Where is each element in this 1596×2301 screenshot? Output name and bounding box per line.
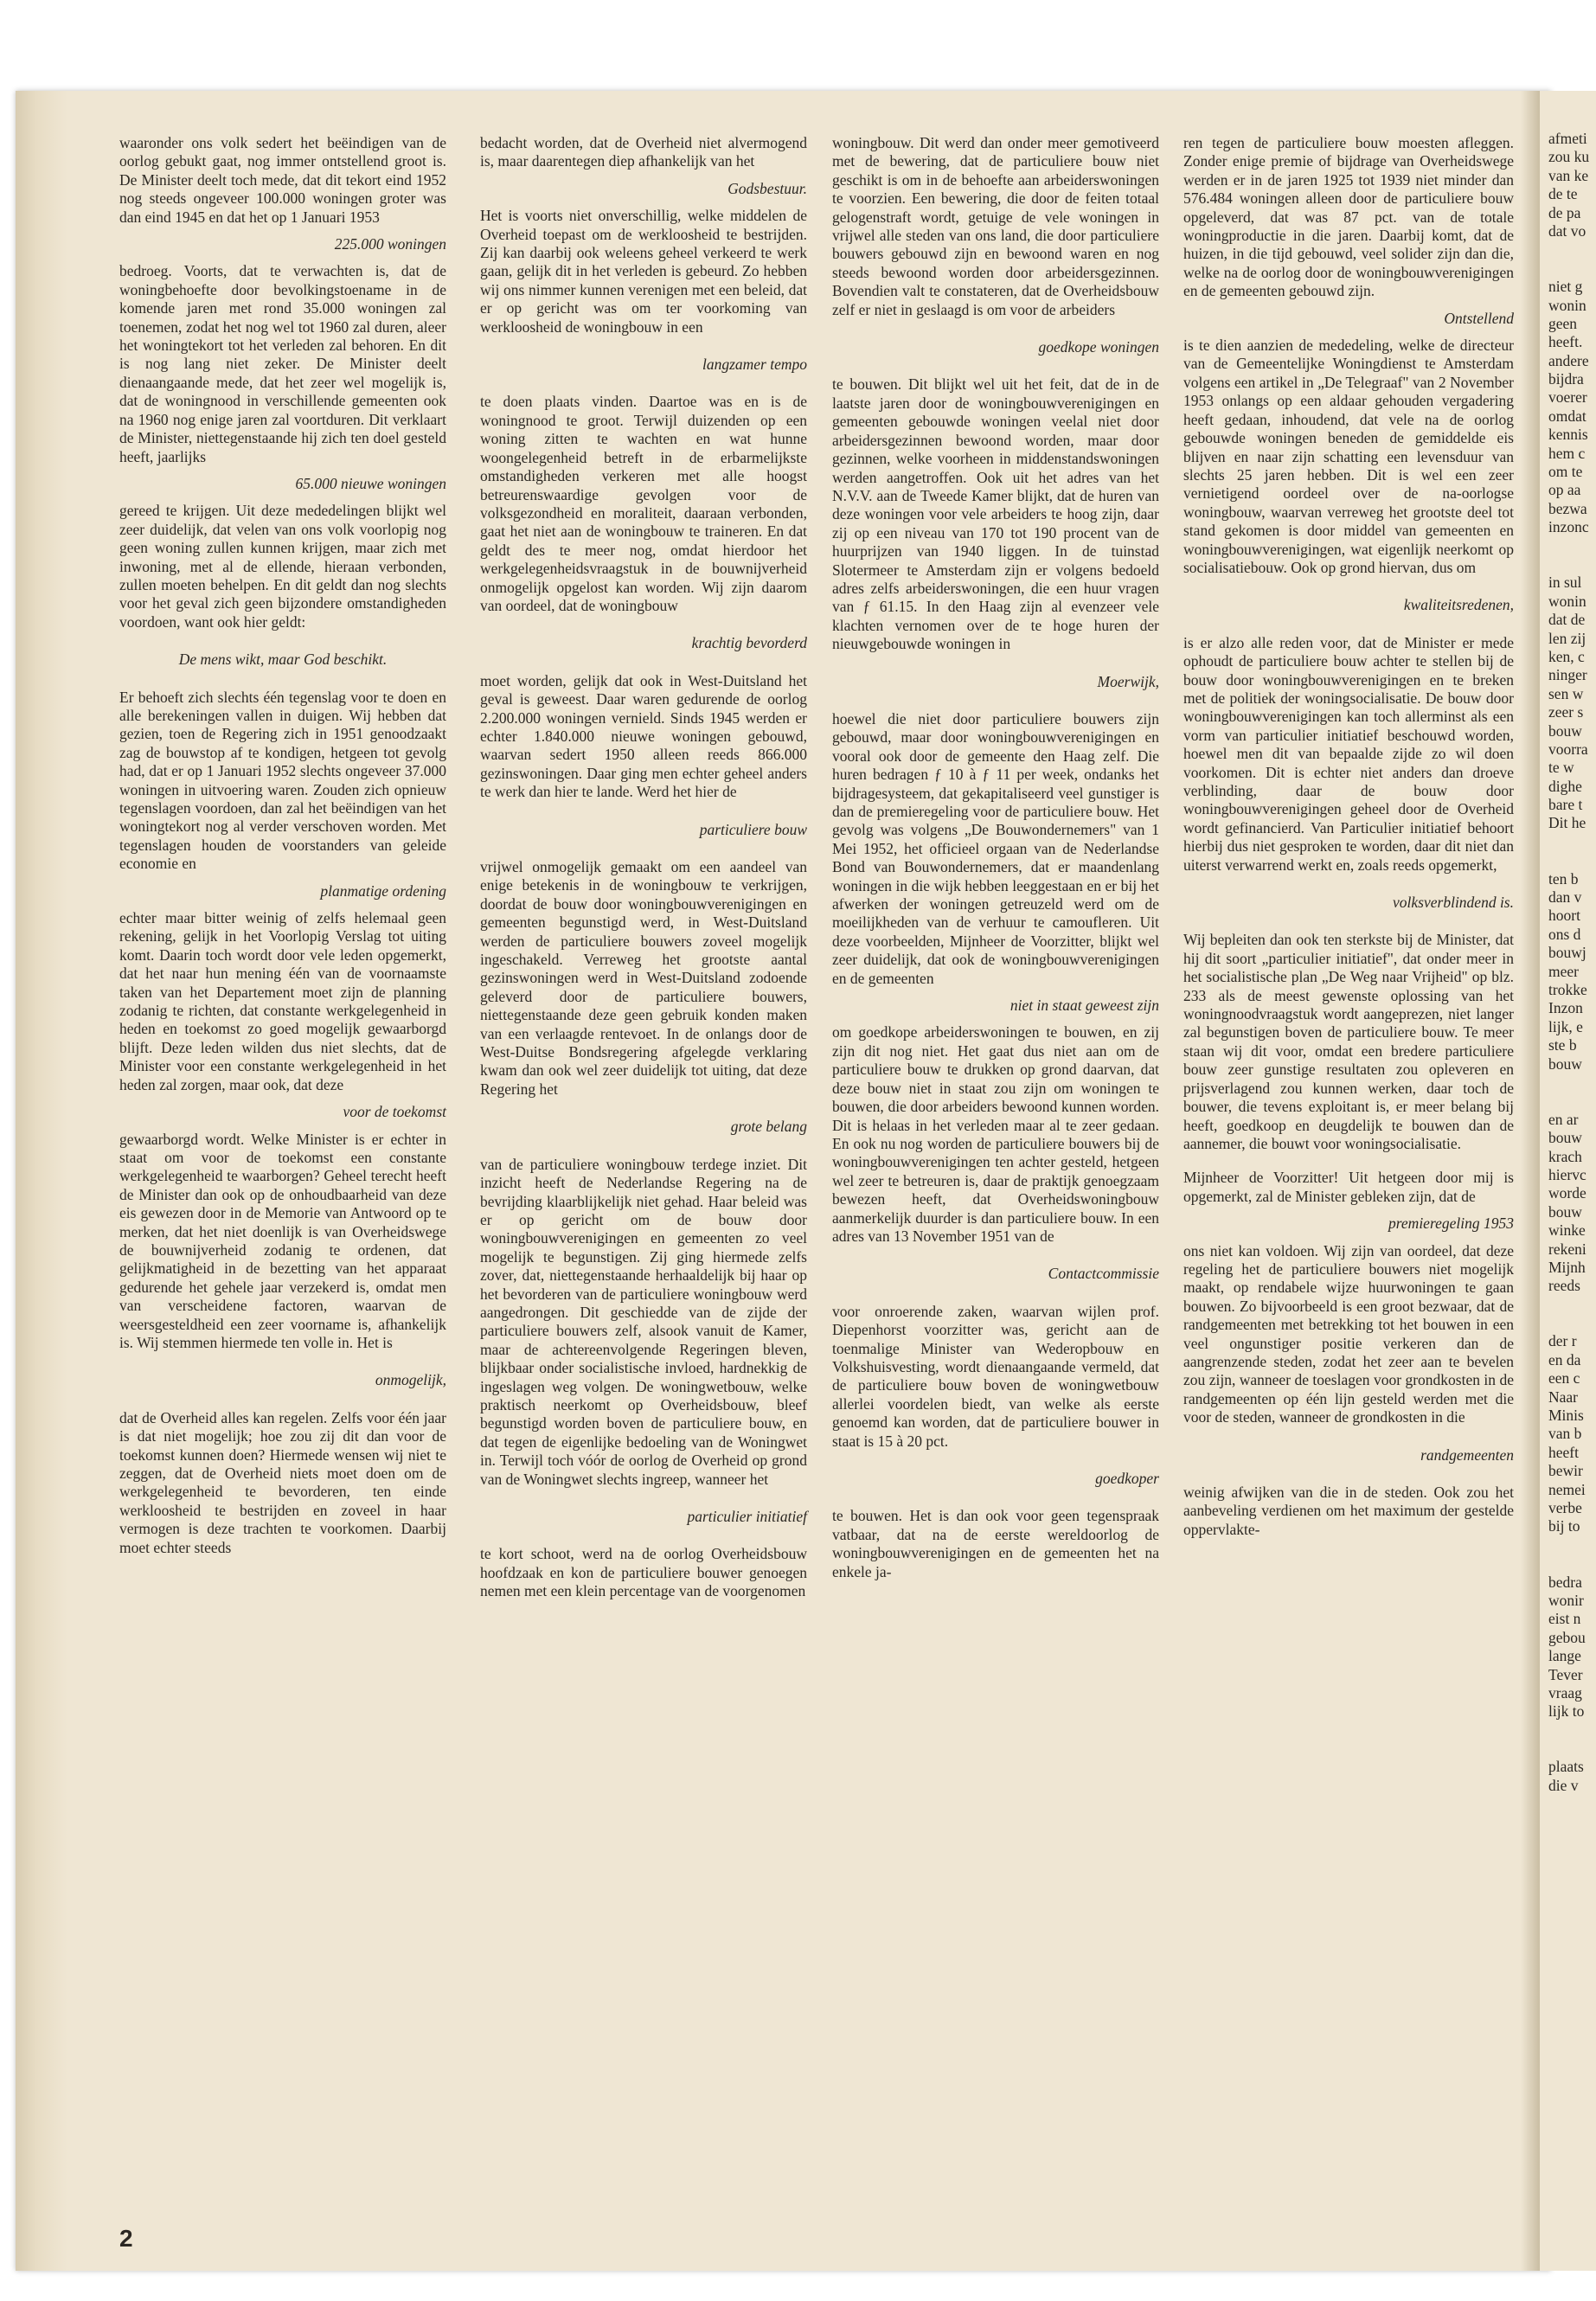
text-column-2 [480,134,807,1601]
paragraph: moet worden, gelijk dat ook in West-Duitsland het geval is geweest. Daar waren gedurende de oorlog 2.200.000 woningen vernield. Sinds 1945 werden er echter 1.840.000 nieuwe woningen gebouwd, waarvan sedert 1950 alleen reeds 866.000 gezinswoningen. Daar ging men echter geheel anders te werk dan hier te lande. Werd het hier de [480,671,807,801]
text-fragment: en da [1548,1350,1581,1368]
subheading: krachtig bevorderd [691,634,807,652]
text-fragment: bare t [1548,796,1583,814]
text-column-1 [119,134,446,1557]
text-fragment: de te [1548,185,1578,203]
paragraph: Er behoeft zich slechts één tegenslag voor te doen en alle berekeningen vallen in duigen. Wij hebben dat gezien, toen de Regering zich in 1951 genoodzaakt zag de bouwstop af te kondigen, hetgeen tot gevolg had, dat er op 1 Januari 1952 slechts ongeveer 37.000 woningen in uitvoering waren. Zouden zich opnieuw tegenslagen voordoen, dan zal het beëindigen van het woningtekort nog al verder verschoven worden. Met tegenslagen houden de voorstanders van geleide economie en [119,688,446,873]
text-fragment: zeer s [1548,703,1584,721]
paragraph: te bouwen. Dit blijkt wel uit het feit, dat de in de laatste jaren door de woningbouwverenigingen en gemeenten gebouwde woningen veelal niet door arbeidersgezinnen bewoond worden, maar door gezinnen, welke voorheen in middenstandswoningen werden aangetroffen. Ook uit het adres van het N.V.V. aan de Tweede Kamer blijkt, dat de huren van deze woningen voor vele arbeiders te hoog zijn, daar zij op een niveau van 170 tot 190 procent van de huurprijzen van 1940 liggen. In de tuinstad Slotermeer te Amsterdam zijn er volgens bedoeld adres zelfs arbeiderswoningen, die een huur vragen van ƒ 61.15. In den Haag zijn al evenzeer vele klachten vernomen over de te hoge huren der nieuwgebouwde woningen in [832,375,1159,653]
paragraph: ons niet kan voldoen. Wij zijn van oordeel, dat deze regeling het de particuliere bouwers niet mogelijk maakt, op rendabele wijze huurwoningen te gaan bouwen. Zo bijvoorbeeld is een groot bezwaar, dat de randgemeenten met betrekking tot het bouwen in een veel ongunstiger positie verkeren dan de aangrenzende steden, zodat het zeer aan te bevelen zou zijn, wanneer de toeslagen voor grondkosten in de randgemeenten op één lijn gesteld werden met die voor de steden, wanneer de grondkosten in die [1183,1241,1514,1426]
text-fragment [1548,833,1596,870]
text-fragment [1548,240,1596,278]
text-fragment: wonin [1548,592,1586,610]
text-fragment: op aa [1548,481,1581,499]
text-fragment: inzonc [1548,518,1589,536]
text-fragment: vraag [1548,1683,1582,1702]
subheading: 225.000 woningen [334,235,446,253]
paragraph: gereed te krijgen. Uit deze mededelingen blijkt wel zeer duidelijk, dat velen van ons volk voorlopig nog geen woning zullen kunnen krijgen, maar zich met inwoning, met al de ellende, hieraan verbonden, zullen moeten behelpen. En dit geldt dan nog slechts voor het geval zich geen bijzondere omstandigheden voordoen, want ook hier geldt: [119,502,446,631]
text-fragment: ons d [1548,925,1581,943]
text-fragment: hem c [1548,444,1586,462]
text-fragment: heeft [1548,1443,1579,1461]
text-fragment: bouw [1548,1054,1582,1073]
subheading: voor de toekomst [343,1103,446,1121]
subheading: 65.000 nieuwe woningen [295,474,446,492]
text-fragment: dighe [1548,777,1582,795]
text-fragment: Tever [1548,1665,1583,1683]
text-fragment: rekeni [1548,1240,1586,1258]
paragraph: dat de Overheid alles kan regelen. Zelfs voor één jaar is dat niet mogelijk; hoe zou zij dit dan voor de toekomst kunnen doen? Hiermede wensen wij niet te zeggen, dat de Overheid niets moet doen om de werkgelegenheid te bevorderen, ten einde werkloosheid te bestrijden en zoveel in haar vermogen is deze trachten te voorkomen. Daarbij moet echter steeds [119,1408,446,1556]
next-page-text-fragments [1548,130,1596,1795]
text-fragment: lange [1548,1647,1581,1665]
subheading: randgemeenten [1420,1445,1514,1464]
paragraph: van de particuliere woningbouw terdege inziet. Dit inzicht heeft de Nederlandse Regering na de bevrijding klaarblijkelijk niet gehad. Haar beleid was er op gericht om de bouw door woningbouwverenigingen en gemeenten zo veel mogelijk te begunstigen. Zij ging hiermede zelfs zover, dat, niettegenstaande herhaaldelijk bij haar op het bevorderen van de particuliere woningbouw werd aangedrongen. Dit geschiedde van de zijde der particuliere bouwers zelf, alsook vanuit de Kamer, maar de achtereenvolgende Regeringen bleven, blijkbaar onder socialistische invloed, hardnekkig de ingeslagen weg volgen. De woningwetbouw, welke praktisch neerkomt op Overheidsbouw, bleef begunstigd worden boven de particuliere bouw, en dat tegen de eigenlijke bedoeling van de Woningwet in. Terwijl toch vóór de oorlog de Overheid op grond van de Woningwet slechts ingreep, wanneer het [480,1155,807,1488]
text-fragment: ken, c [1548,647,1585,665]
text-fragment [1548,1296,1596,1333]
text-fragment: bijdra [1548,370,1584,388]
text-fragment: plaats [1548,1758,1584,1776]
text-fragment: heeft. [1548,333,1583,351]
text-fragment: voerer [1548,388,1587,407]
text-fragment: lijk, e [1548,1017,1583,1035]
text-fragment: andere [1548,351,1589,369]
book-spine-edge [16,91,67,2271]
text-fragment: verbe [1548,1498,1582,1516]
text-fragment: de pa [1548,203,1581,221]
text-fragment: van b [1548,1425,1582,1443]
subheading: niet in staat geweest zijn [1010,997,1159,1015]
text-fragment: omdat [1548,407,1586,425]
text-fragment: bij to [1548,1517,1580,1535]
text-fragment: meer [1548,962,1579,980]
paragraph: te bouwen. Het is dan ook voor geen tegenspraak vatbaar, dat na de eerste wereldoorlog de woningbouwverenigingen en de gemeenten het na enkele ja- [832,1507,1159,1580]
subheading: Ontstellend [1444,309,1514,327]
text-fragment: ninger [1548,666,1587,684]
subheading: Contactcommissie [1048,1265,1159,1283]
text-fragment: bouw [1548,1129,1582,1147]
text-fragment: van ke [1548,166,1589,184]
paragraph: ren tegen de particuliere bouw moesten afleggen. Zonder enige premie of bijdrage van Overheidswege werden er in de jaren 1925 tot 1939 niet minder dan 576.484 woningen alleen door de particuliere bouw opgeleverd, dat was 87 pct. van de totale woningproductie in die jaren. Daarbij komt, dat de huizen, in die tijd gebouwd, veel solider zijn dan die, welke na de oorlog door de woningbouwverenigingen en de gemeenten gebouwd zijn. [1183,134,1514,300]
subheading: particulier initiatief [687,1508,807,1525]
text-fragment: ste b [1548,1036,1577,1054]
paragraph: vrijwel onmogelijk gemaakt om een aandeel van enige betekenis in de woningbouw te verkrijgen, doordat de bouw door woningbouwverenigingen en gemeenten begunstigd werd, in West-Duitsland werden de particuliere bouwers zoveel mogelijk ingeschakeld. Verreweg het grootste aantal gezinswoningen werd in West-Duitsland zodoende geleverd door de particuliere bouwers, niettegenstaande deze geen gebruik konden maken van een verlaagde rentevoet. In de onlangs door de West-Duitse Bondsregering afgelegde verklaring kwam dan ook wel zeer duidelijk tot uiting, dat deze Regering het [480,858,807,1098]
subheading: goedkope woningen [1038,338,1159,356]
text-column-4 [1183,134,1514,1539]
text-fragment: len zij [1548,629,1586,647]
text-fragment: dat de [1548,611,1586,629]
text-fragment: die v [1548,1776,1579,1794]
text-fragment: bezwa [1548,499,1587,517]
subheading: kwaliteitsredenen, [1403,596,1514,614]
text-fragment: trokke [1548,981,1587,999]
text-fragment: voorra [1548,740,1588,758]
text-fragment: geen [1548,314,1578,332]
paragraph: bedroeg. Voorts, dat te verwachten is, dat de woningbehoefte door bevolkingstoename in de komende jaren met rond 35.000 woningen zal toenemen, zodat het nog wel tot 1960 zal duren, aleer het woningtekort tot het verleden zal behoren. En dit is nog lang niet zeker. De Minister deelt dienaangaande mede, dat het zeer wel mogelijk is, dat de woningnood in verschillende gemeenten ook na 1960 nog enige jaren zal voortduren. Dit verklaart de Minister, niettegenstaande hij zich ten doel gesteld heeft, jaarlijks [119,262,446,465]
paragraph: is te dien aanzien de mededeling, welke de directeur van de Gemeentelijke Woningdienst te Amsterdam volgens een artikel in „De Telegraaf" van 2 November 1953 onlangs op een aldaar gehouden vergadering heeft gedaan, inhoudend, dat vele na de oorlog gebouwde woningen beneden de gemiddelde eis blijven en naar zijn schatting een levensduur van slechts 25 jaren hebben. Dit is wel een zeer vernietigend oordeel over de na-oorlogse woningbouw, waarvan verreweg het grootste deel tot stand gekomen is door middel van gemeenten en woningbouwverenigingen, wat eigenlijk neerkomt op socialisatiebouw. Ook op grond hiervan, dus om [1183,336,1514,576]
text-fragment [1548,537,1596,574]
text-fragment: hiervc [1548,1165,1586,1183]
paragraph: Mijnheer de Voorzitter! Uit hetgeen door mij is opgemerkt, zal de Minister gebleken zijn, dat de [1183,1169,1514,1205]
subheading: planmatige ordening [320,881,446,900]
text-fragment: afmeti [1548,130,1587,147]
paragraph: bedacht worden, dat de Overheid niet alvermogend is, maar daarentegen diep afhankelijk van het [480,134,807,170]
text-fragment [1548,1721,1596,1759]
text-fragment: Dit he [1548,814,1586,832]
paragraph: Wij bepleiten dan ook ten sterkste bij de Minister, dat hij dit soort „particulier initiatief", dat onder meer in het socialistische plan „De Weg naar Vrijheid" op blz. 233 als de meest gewenste oplossing van het woningnoodvraagstuk wordt aangeprezen, niet langer zal begunstigen boven de particuliere bouw. Te meer staan wij dit voor, omdat een bredere particuliere bouw zeer gunstige resultaten zou opleveren en prijsverlagend zou kunnen werken, daar toch de bouwer, die tevens exploitant is, er meer belang bij heeft, goedkoop en deugdelijk te bouwen dan de aannemer, die bouwt voor woningsocialisatie. [1183,931,1514,1152]
text-fragment: een c [1548,1369,1580,1388]
subheading: goedkoper [1095,1470,1159,1487]
text-fragment: der r [1548,1332,1577,1350]
text-fragment: Inzon [1548,999,1583,1017]
paragraph: Het is voorts niet onverschillig, welke middelen de Overheid toepast om de werkloosheid te bestrijden. Zij kan daarbij ook weleens geheel verkeerd te werk gaan, gelijk dit in het verleden is gebeurd. Zo hebben wij ons nimmer kunnen verenigen met een beleid, dat er op gericht was om ter voorkoming van werkloosheid de woningbouw in een [480,207,807,336]
text-fragment: wonir [1548,1591,1584,1609]
text-fragment: in sul [1548,574,1582,592]
text-fragment: bedra [1548,1573,1582,1591]
subheading: Moerwijk, [1097,672,1159,690]
text-fragment: kennis [1548,426,1588,444]
text-fragment: dan v [1548,888,1582,907]
text-fragment: krach [1548,1147,1582,1165]
paragraph: echter maar bitter weinig of zelfs helemaal geen rekening, gelijk in het Voorlopig Verslag tot uiting komt. Daarin toch wordt door vele leden opgemerkt, dat het naar hun mening één van de voornaamste taken van het Departement moet zijn de planning zodanig te richten, dat constante werkgelegenheid in heden en toekomst zo goed mogelijk gewaarborgd blijft. Deze leden wilden dus niet slechts, dat de Minister voor een constante werkgelegenheid in het heden zal zorgen, maar ook, dat deze [119,909,446,1093]
text-column-3 [832,134,1159,1581]
page-number: 2 [119,2225,133,2252]
subheading: langzamer tempo [702,356,807,374]
text-fragment: en ar [1548,1110,1579,1128]
paragraph: voor onroerende zaken, waarvan wijlen prof. Diepenhorst voorzitter was, gericht aan de toenmalige Minister van Wederopbouw en Volkshuisvesting, wordt dienaangaande vermeld, dat de particuliere bouw boven de woningwetbouw allerlei voordelen biedt, van welke als eerste genoemd kan worden, dat de particuliere bouwer in staat is 15 à 20 pct. [832,1302,1159,1450]
text-fragment: sen w [1548,684,1584,702]
subheading: De mens wikt, maar God beschikt. [178,651,388,669]
text-fragment: worde [1548,1184,1586,1202]
text-fragment: Minis [1548,1407,1584,1425]
subheading: premieregeling 1953 [1388,1215,1514,1233]
text-fragment: bouw [1548,1202,1582,1221]
paragraph: weinig afwijken van die in de steden. Ook zou het aanbeveling verdienen om het maximum der gestelde oppervlakte- [1183,1484,1514,1538]
paragraph: te doen plaats vinden. Daartoe was en is de woningnood te groot. Terwijl duizenden op een woning zitten te wachten en wat hunne woongelegenheid betreft in de erbarmelijkste omstandigheden verkeren met alle hoogst betreurenswaardige gevolgen voor de volksgezondheid en moraliteit, daaraan verbonden, gaat het niet aan de woningbouw te traineren. En dat geldt des te meer nog, omdat hierdoor het werkgelegenheidsvraagstuk in de bouwnijverheid onmogelijk opgelost kan worden. Wij zijn daarom van oordeel, dat de woningbouw [480,393,807,614]
paragraph: hoewel die niet door particuliere bouwers zijn gebouwd, maar door woningbouwverenigingen en vooral ook door de gemeente den Haag zelf. Die huren bedragen ƒ 10 à ƒ 11 per week, ondanks het bijdragesysteem, dat gekapitaliseerd veel gunstiger is dan de premieregeling voor de particuliere bouw. Het gevolg was volgens „De Bouwondernemers" van 1 Mei 1952, het officieel orgaan van de Nederlandse Bond van Bouwondernemers, dat er maandenlang woningen in die wijk hebben leeggestaan en er bij het afwerken der woningen getreuzeld werd om de moeilijkheden van de verhuur te camoufleren. Uit deze voorbeelden, Mijnheer de Voorzitter, blijkt wel zeer duidelijk, dat ook de woningbouwverenigingen en de gemeenten [832,709,1159,987]
text-fragment: Mijnh [1548,1258,1586,1276]
text-fragment: bouw [1548,721,1582,740]
text-fragment: reeds [1548,1277,1580,1295]
text-fragment: ten b [1548,869,1579,888]
text-fragment: om te [1548,463,1583,481]
subheading: onmogelijk, [375,1371,446,1389]
text-fragment: nemei [1548,1480,1586,1498]
paragraph: is er alzo alle reden voor, dat de Minister er mede ophoudt de particuliere bouw achter te stellen bij de bouw door woningbouwverenigingen en te breken met de politiek der woningsocialisatie. De bouw door woningbouwverenigingen kan toch allerminst als een vorm van particulier initiatief beschouwd worden, hoewel men dit van bepaalde zijde zo wil doen voorkomen. Dit is echter niet anders dan droeve verblinding, daar de bouw door woningbouwverenigingen geheel door de Overheid wordt gefinancierd. Van Particulier initiatief behoort hierbij dus niet gesproken te worden, daar dit niet dan uiterst verwarrend werkt en, zoals reeds opgemerkt, [1183,633,1514,874]
text-fragment: bouwj [1548,944,1586,962]
paragraph: woningbouw. Dit werd dan onder meer gemotiveerd met de bewering, dat de particuliere bouw niet geschikt is om in de behoefte aan arbeiderswoningen te voorzien. Een bewering, die door de feiten totaal gelogenstraft wordt, getuige de vele woningen in vrijwel alle steden van ons land, die door particuliere bouwers gebouwd zijn en bewoond waren en nog steeds bewoond worden door arbeidersgezinnen. Bovendien valt te constateren, dat de Overheidsbouw zelf er niet in geslaagd is om voor de arbeiders [832,134,1159,318]
subheading: particuliere bouw [699,820,807,838]
paragraph: te kort schoot, werd na de oorlog Overheidsbouw hoofdzaak en kon de particuliere bouwer genoegen nemen met een klein percentage van de voorgenomen [480,1545,807,1600]
text-fragment: wonin [1548,296,1586,314]
text-fragment: eist n [1548,1610,1581,1628]
text-fragment: te w [1548,759,1574,777]
text-fragment: niet g [1548,278,1583,296]
subheading: volksverblindend is. [1393,894,1514,912]
text-fragment: dat vo [1548,221,1586,240]
paragraph: om goedkope arbeiderswoningen te bouwen, en zij zijn dit nog niet. Het gaat dus niet aan om de particuliere bouw te drukken op grond daarvan, dat deze bouw niet in staat zou zijn om woningen te bouwen, die door arbeiders bewoond kunnen worden. Dit is helaas in het verleden maar al te zeer gedaan. En ook nu nog worden de particuliere bouwers bij de woningbouwverenigingen ten achter gesteld, hetgeen wel zeer te betreuren is, daar de praktijk genoegzaam bewezen heeft, dat Overheidswoningbouw aanmerkelijk duurder is dan particuliere bouw. In een adres van 13 November 1951 van de [832,1023,1159,1245]
text-fragment: hoort [1548,907,1580,925]
subheading: grote belang [730,1118,807,1136]
text-fragment [1548,1074,1596,1111]
paragraph: waaronder ons volk sedert het beëindigen van de oorlog gebukt gaat, nog immer ontstellend groot is. De Minister deelt toch mede, dat dit tekort eind 1952 nog steeds ongeveer 100.000 woningen groter was dan eind 1945 en dat het op 1 Januari 1953 [119,134,446,226]
text-fragment: bewir [1548,1462,1583,1480]
text-fragment: winke [1548,1221,1586,1240]
paragraph: gewaarborgd wordt. Welke Minister is er echter in staat om voor de toekomst een constante werkgelegenheid te waarborgen? Geheel terecht heeft de Minister dan ook op de onhoudbaarheid van deze eis gewezen door in de Memorie van Antwoord op te merken, dat het niet doenlijk is van Overheidswege de bouwnijverheid zodanig te ordenen, dat gelijkmatigheid in de bezetting van het apparaat gedurende het gehele jaar verzekerd is, omdat men van verscheidene factoren, waarvan de weersgesteldheid een zeer voorname is, afhankelijk is. Wij stemmen hiermede ten volle in. Het is [119,1130,446,1351]
text-fragment: lijk to [1548,1702,1585,1721]
text-fragment [1548,1536,1596,1574]
text-fragment: zou ku [1548,148,1590,166]
text-fragment: gebou [1548,1628,1586,1646]
text-fragment: Naar [1548,1388,1579,1406]
subheading: Godsbestuur. [727,179,807,197]
